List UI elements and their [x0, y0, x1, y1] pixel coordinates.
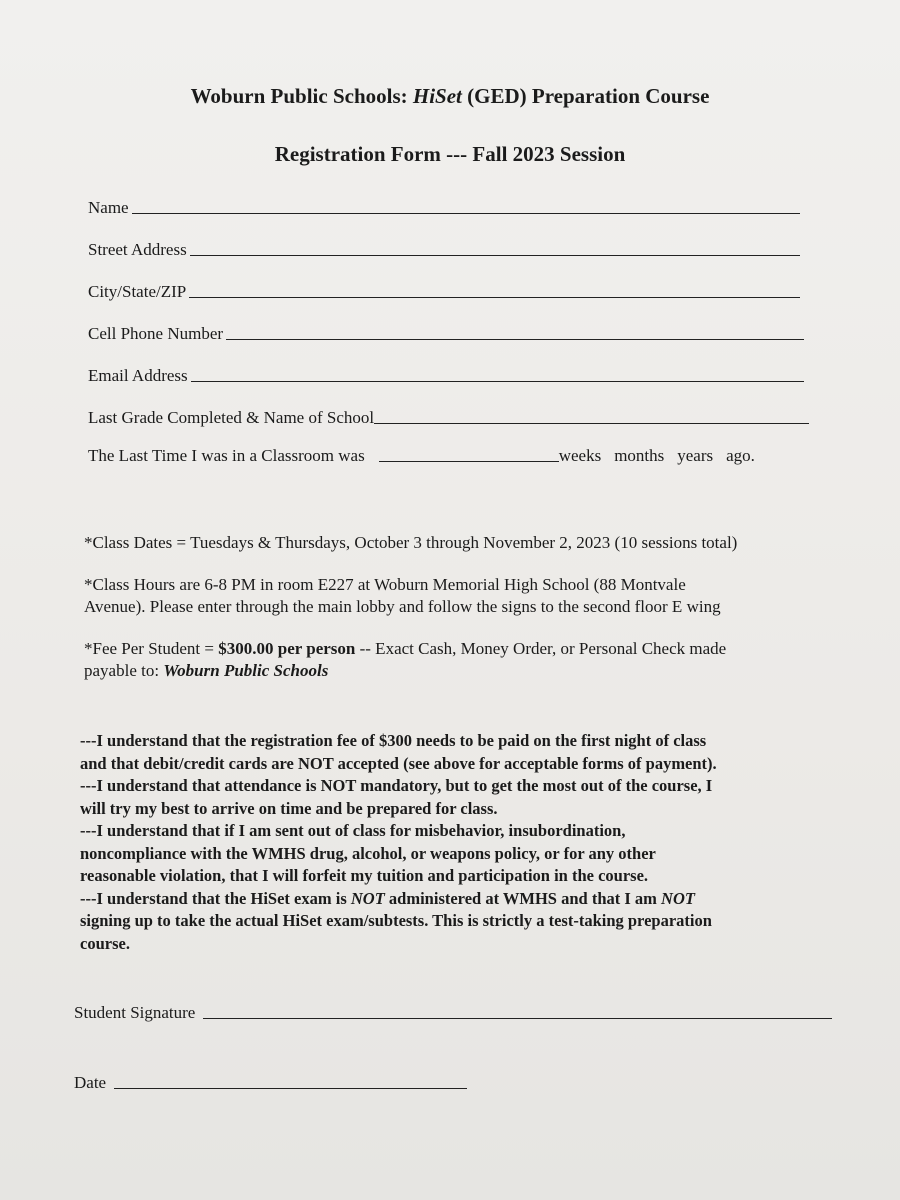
- form-subtitle: Registration Form --- Fall 2023 Session: [274, 142, 626, 166]
- name-line[interactable]: [132, 213, 800, 214]
- street-address-field[interactable]: [88, 240, 800, 260]
- class-hours: *Class Hours are 6-8 PM in room E227 at Woburn Memorial High School (88 Montvale Avenue). Please enter through the main lobby and follow the signs to the second floor E wing: [84, 575, 721, 616]
- date-line[interactable]: [114, 1088, 467, 1089]
- email-field[interactable]: [88, 366, 804, 386]
- name-field[interactable]: [88, 198, 800, 218]
- unit-weeks: weeks: [558, 446, 602, 465]
- name-label: Name: [88, 198, 129, 217]
- agreement-conduct: ---I understand that if I am sent out of class for misbehavior, insubordination, noncompliance with the WMHS drug, alcohol, or weapons policy, or for any other reasonable violation, that I will forfeit my tuition and participation in the course.: [80, 821, 656, 885]
- date-field[interactable]: [74, 1073, 467, 1093]
- fee-payee: Woburn Public Schools: [163, 661, 329, 680]
- last-grade-field[interactable]: [88, 408, 809, 428]
- street-address-label: Street Address: [88, 240, 187, 259]
- last-grade-line[interactable]: [374, 423, 809, 424]
- fee-info: *Fee Per Student = $300.00 per person -- Exact Cash, Money Order, or Personal Check made payable to: Woburn Public Schools: [84, 639, 727, 680]
- cell-phone-field[interactable]: [88, 324, 804, 344]
- city-state-zip-field[interactable]: [88, 282, 800, 302]
- cell-phone-line[interactable]: [226, 339, 804, 340]
- city-state-zip-line[interactable]: [189, 297, 800, 298]
- fee-amount: $300.00 per person: [218, 639, 356, 658]
- unit-years: years: [677, 446, 714, 465]
- agreement-exam: ---I understand that the HiSet exam is NOT administered at WMHS and that I am NOT signing up to take the actual HiSet exam/subtests. This is strictly a test-taking preparation course.: [80, 888, 712, 953]
- last-classroom-field[interactable]: [88, 446, 813, 466]
- street-address-line[interactable]: [190, 255, 800, 256]
- last-classroom-label: The Last Time I was in a Classroom was: [88, 446, 365, 465]
- time-units: [559, 446, 755, 466]
- unit-ago: ago.: [726, 446, 755, 465]
- cell-phone-label: Cell Phone Number: [88, 324, 224, 343]
- last-grade-label: Last Grade Completed & Name of School: [88, 408, 375, 427]
- student-signature-label: Student Signature: [74, 1003, 196, 1022]
- student-signature-field[interactable]: [74, 1003, 832, 1023]
- city-state-zip-label: City/State/ZIP: [88, 282, 187, 301]
- agreement-fee: ---I understand that the registration fee of $300 needs to be paid on the first night of class and that debit/credit cards are NOT accepted (see above for acceptable forms of payment).: [80, 731, 717, 773]
- agreement-attendance: ---I understand that attendance is NOT mandatory, but to get the most out of the course, I will try my best to arrive on time and be prepared for class.: [80, 776, 713, 818]
- last-classroom-blank[interactable]: [379, 461, 559, 462]
- email-line[interactable]: [191, 381, 804, 382]
- agreement-statements: [80, 730, 840, 955]
- class-dates: *Class Dates = Tuesdays & Thursdays, October 3 through November 2, 2023 (10 sessions total): [84, 533, 738, 552]
- student-signature-line[interactable]: [203, 1018, 832, 1019]
- unit-months: months: [614, 446, 665, 465]
- form-title: Woburn Public Schools: HiSet (GED) Preparation Course: [190, 84, 710, 108]
- date-label: Date: [74, 1073, 107, 1092]
- email-label: Email Address: [88, 366, 188, 385]
- hiset-italic: HiSet: [412, 84, 462, 108]
